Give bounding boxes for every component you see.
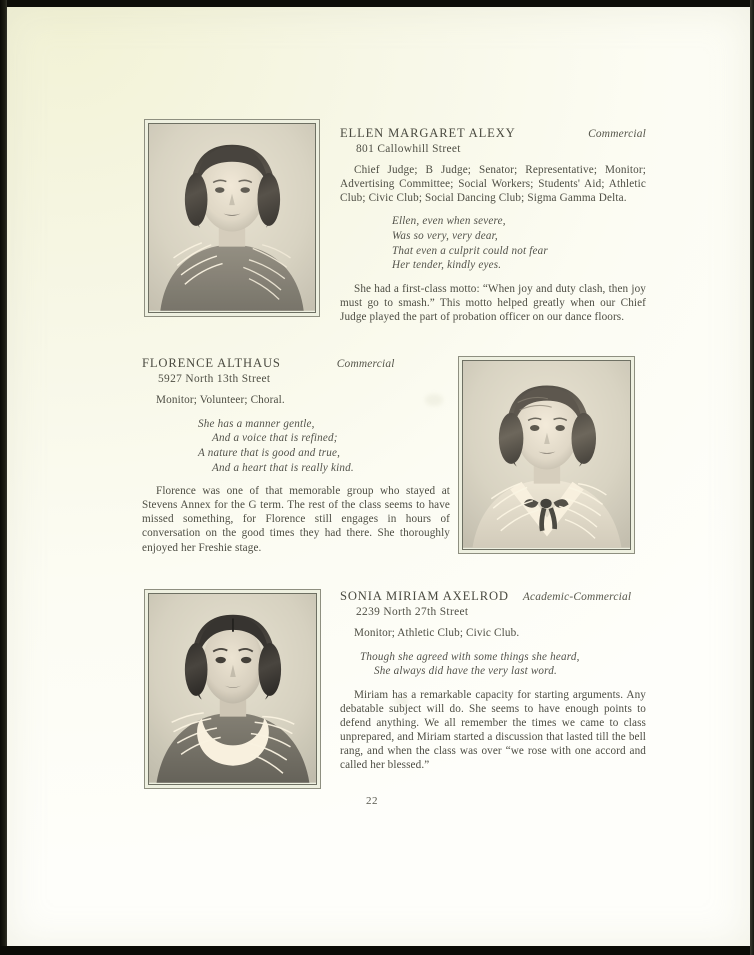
student-address: 2239 North 27th Street (356, 606, 469, 618)
student-course: Commercial (336, 358, 395, 370)
entry-1-header (340, 126, 646, 141)
photo-inner-2 (462, 360, 631, 550)
scan-blemish (425, 394, 443, 406)
student-poem (142, 417, 450, 476)
student-address: 801 Callowhill Street (356, 143, 461, 155)
student-bio: Florence was one of that memorable group who stayed at Stevens Annex for the G term. The rest of the class seems to have missed something, for Florence still engages in hours of conversation on the good times they had there. She thoroughly enjoyed her Freshie stage. (142, 485, 450, 554)
poem-line: Her tender, kindly eyes. (392, 259, 502, 272)
student-activities: Monitor; Athletic Club; Civic Club. (354, 627, 520, 639)
poem-line: And a heart that is really kind. (212, 461, 354, 474)
photo-frame-3 (144, 589, 321, 789)
photo-frame-1 (144, 119, 320, 317)
scan-blemish (395, 697, 409, 706)
page-number: 22 (366, 795, 378, 807)
poem-line: Though she agreed with some things she heard, (360, 650, 580, 663)
student-bio: She had a first-class motto: “When joy and duty clash, then joy must go to smash.” This motto helped greatly when our Chief Judge played the part of probation officer on our dance floors. (340, 282, 646, 323)
scan-edge-top (0, 0, 754, 7)
photo-inner-1 (148, 123, 316, 313)
student-name: ELLEN MARGARET ALEXY (340, 126, 516, 140)
student-course: Academic-Commercial (522, 591, 632, 603)
entry-2-text (142, 356, 450, 555)
scan-edge-right (750, 0, 754, 955)
scan-edge-left (0, 0, 7, 955)
poem-line: Ellen, even when severe, (392, 215, 506, 228)
student-poem (340, 214, 646, 273)
poem-line: A nature that is good and true, (198, 447, 341, 460)
photo-inner-3 (148, 593, 317, 785)
entry-2-header (142, 356, 450, 371)
student-activities: Chief Judge; B Judge; Senator; Representative; Monitor; Advertising Committee; Social Workers; Students' Aid; Athletic Club; Civic Club; Social Dancing Club; Sigma Gamma Delta. (340, 164, 646, 204)
student-bio: Miriam has a remarkable capacity for starting arguments. Any debatable subject will do. She seems to have enough points to defend anything. We all remember the times we came to class unprepared, and Miriam started a discussion that lasted till the bell rang, and when the class was over “we rose with one accord and called her blessed.” (340, 689, 646, 772)
student-course: Commercial (588, 128, 646, 140)
scan-edge-bottom (0, 946, 754, 955)
entry-1-text (340, 126, 646, 324)
portrait-florence-althaus (463, 361, 630, 548)
student-name: SONIA MIRIAM AXELROD (340, 589, 509, 603)
student-name: FLORENCE ALTHAUS (142, 356, 281, 370)
photo-frame-2 (458, 356, 635, 554)
entry-3-text (340, 589, 646, 772)
poem-line: And a voice that is refined; (212, 432, 338, 445)
student-address: 5927 North 13th Street (158, 373, 271, 385)
poem-line: That even a culprit could not fear (392, 244, 548, 257)
portrait-sonia-miriam-axelrod (149, 594, 316, 783)
poem-line: Was so very, very dear, (392, 229, 498, 242)
student-activities: Monitor; Volunteer; Choral. (156, 394, 285, 406)
portrait-ellen-margaret-alexy (149, 124, 315, 311)
poem-line: She always did have the very last word. (374, 665, 558, 678)
entry-3-header (340, 589, 646, 604)
student-poem (340, 650, 646, 679)
poem-line: She has a manner gentle, (198, 417, 315, 430)
